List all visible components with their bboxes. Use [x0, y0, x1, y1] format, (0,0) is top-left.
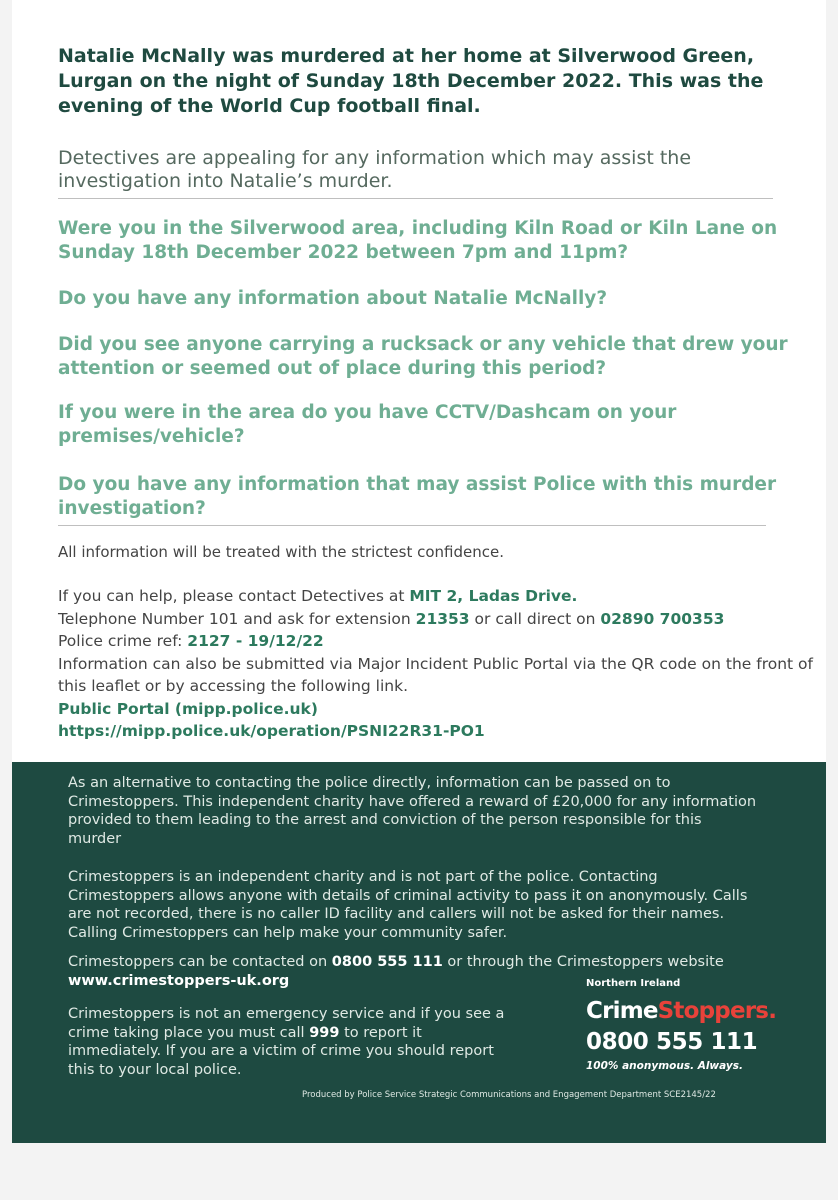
crimestoppers-charity-text: Crimestoppers is an independent charity and is not part of the police. Contacting Crimestoppers allows anyone with details of criminal activity to pass it on anonymously. Calls are not recorded, there is no caller ID facility and callers will not be asked for their names. Calling Crimestoppers can help make your community safer.	[68, 869, 748, 941]
crimestoppers-website-link[interactable]: www.crimestoppers-uk.org	[68, 972, 290, 989]
crimestoppers-panel	[12, 762, 826, 1143]
emergency-number: 999	[309, 1024, 340, 1041]
extension-number: 21353	[415, 609, 470, 628]
portal-label-link[interactable]: Public Portal (mipp.police.uk)	[58, 699, 318, 718]
crimestoppers-phone: 0800 555 111	[331, 954, 443, 970]
notice-text: Crimestoppers is not an emergency service and if you see a crime taking place you must call	[68, 1006, 505, 1041]
question-5: Do you have any information that may assist Police with this murder investigation?	[58, 474, 777, 519]
contact-text: or through the Crimestoppers website	[447, 954, 724, 970]
contact-block	[58, 585, 818, 743]
headline: Natalie McNally was murdered at her home at Silverwood Green, Lurgan on the night of Sunday 18th December 2022. This was the evening of the World Cup football final.	[58, 45, 764, 117]
contact-location: MIT 2, Ladas Drive.	[409, 587, 578, 605]
contact-line-1	[58, 585, 818, 608]
appeal-text: Detectives are appealing for any information which may assist the investigation into Natalie’s murder.	[58, 147, 692, 192]
contact-text: or call direct on	[474, 609, 596, 628]
question-1: Were you in the Silverwood area, including Kiln Road or Kiln Lane on Sunday 18th December 2022 between 7pm and 11pm?	[58, 218, 778, 263]
crimestoppers-logo	[586, 998, 776, 1024]
direct-phone-number: 02890 700353	[600, 609, 725, 628]
crimestoppers-tagline: 100% anonymous. Always.	[586, 1060, 743, 1072]
question-4: If you were in the area do you have CCTV/Dashcam on your premises/vehicle?	[58, 402, 677, 447]
logo-stoppers: Stoppers.	[657, 998, 777, 1024]
contact-text: If you can help, please contact Detectives at	[58, 587, 405, 605]
divider	[58, 525, 766, 526]
question-3: Did you see anyone carrying a rucksack or any vehicle that drew your attention or seemed out of place during this period?	[58, 334, 788, 379]
produced-by-footer: Produced by Police Service Strategic Communications and Engagement Department SCE2145/22	[302, 1090, 716, 1100]
question-2: Do you have any information about Natalie McNally?	[58, 288, 608, 309]
contact-line-2	[58, 608, 818, 631]
contact-text: Crimestoppers can be contacted on	[68, 954, 328, 970]
contact-text: Telephone Number 101 and ask for extension	[58, 609, 411, 628]
crimestoppers-logo-phone: 0800 555 111	[586, 1029, 758, 1055]
notice-text: to report it immediately. If you are a victim of crime you should report this to your local police.	[68, 1024, 494, 1078]
emergency-notice	[68, 1005, 508, 1079]
crimestoppers-reward-text: As an alternative to contacting the police directly, information can be passed on to Crimestoppers. This independent charity have offered a reward of £20,000 for any information provided to them leading to the arrest and conviction of the person responsible for this murder	[68, 775, 757, 847]
confidentiality-note: All information will be treated with the strictest confidence.	[58, 543, 505, 561]
divider	[58, 198, 773, 199]
contact-line-3	[58, 630, 818, 653]
crime-reference: 2127 - 19/12/22	[187, 632, 324, 650]
logo-crime: Crime	[586, 998, 658, 1024]
crimestoppers-logo-region: Northern Ireland	[586, 978, 681, 989]
portal-url-link[interactable]: https://mipp.police.uk/operation/PSNI22R31-PO1	[58, 722, 485, 740]
portal-info: Information can also be submitted via Major Incident Public Portal via the QR code on the front of this leaflet or by accessing the following link.	[58, 654, 813, 695]
contact-text: Police crime ref:	[58, 632, 183, 650]
